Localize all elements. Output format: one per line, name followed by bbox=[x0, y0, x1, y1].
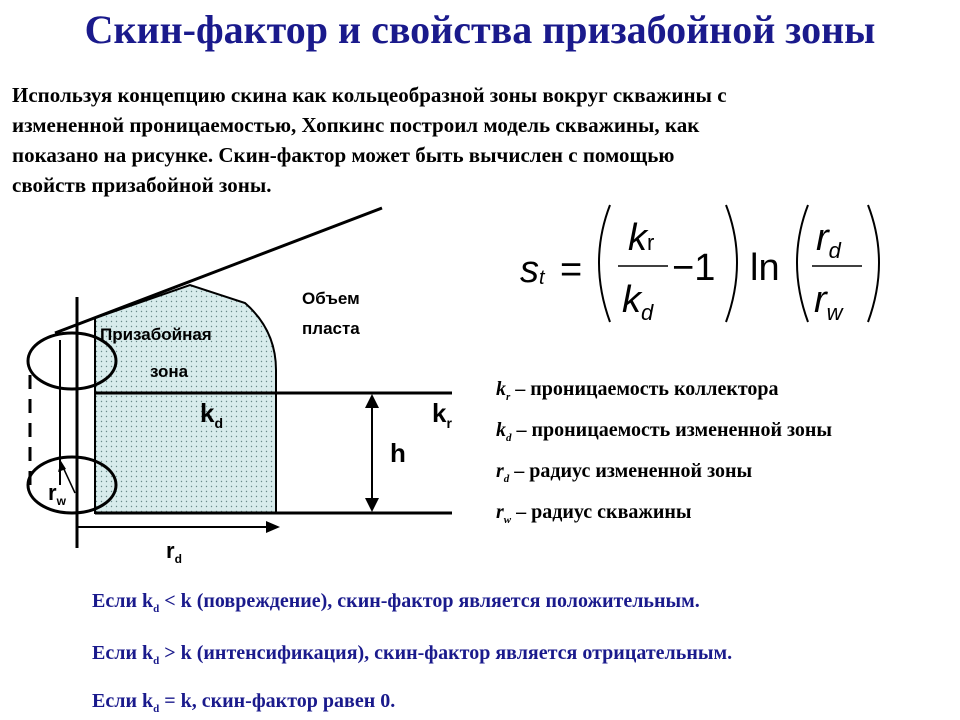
condition-positive: Если $k_d < k$ (повреждение), скин-фактор является положительным. bbox=[92, 590, 700, 615]
legend-row: $k_r$ – проницаемость коллектора bbox=[496, 378, 779, 403]
condition-zero: Если $k_d = k$, скин-фактор равен 0. bbox=[92, 690, 396, 715]
rw-label: $r_w$ bbox=[48, 480, 66, 508]
reservoir-label: Объем bbox=[302, 289, 360, 308]
reservoir-label: пласта bbox=[302, 319, 360, 338]
intro-line: измененной проницаемостью, Хопкинс построил модель скважины, как bbox=[12, 113, 700, 137]
paren-left-1 bbox=[599, 205, 610, 322]
h-arrowhead-bottom bbox=[365, 498, 379, 512]
intro-line: Используя концепцию скина как кольцеобразной зоны вокруг скважины с bbox=[12, 83, 727, 107]
formula-den-rw: $r_w$ bbox=[814, 279, 843, 325]
formula-equals: = bbox=[560, 249, 583, 291]
well-diagram bbox=[0, 195, 500, 575]
intro-line: свойств призабойной зоны. bbox=[12, 173, 272, 197]
formula-num-rd: $r_d$ bbox=[816, 217, 841, 263]
near-wellbore-zone bbox=[95, 285, 276, 513]
symbol-legend bbox=[496, 378, 832, 542]
formula-den-kd: $k_d$ bbox=[622, 279, 654, 325]
page-title: Скин-фактор и свойства призабойной зоны bbox=[84, 7, 876, 52]
rd-arrowhead bbox=[266, 521, 280, 533]
kr-label: $k_r$ bbox=[432, 398, 452, 431]
near-zone-label: Призабойная bbox=[100, 325, 212, 344]
formula-ln: ln bbox=[750, 247, 780, 289]
formula-num-kr: kr bbox=[628, 217, 655, 259]
legend-row: $r_w$ – радиус скважины bbox=[496, 501, 692, 526]
condition-negative: Если $k_d > k$ (интенсификация), скин-фактор является отрицательным. bbox=[92, 642, 733, 667]
kd-label: $k_d$ bbox=[200, 398, 224, 431]
paren-left-2 bbox=[797, 205, 808, 322]
paren-right-2 bbox=[868, 205, 879, 322]
intro-line: показано на рисунке. Скин-фактор может быть вычислен с помощью bbox=[12, 143, 675, 167]
formula-minus-one: −1 bbox=[672, 247, 716, 289]
h-label: h bbox=[390, 438, 406, 468]
formula-s: st bbox=[520, 249, 545, 291]
legend-row: $r_d$ – радиус измененной зоны bbox=[496, 460, 753, 485]
paren-right-1 bbox=[726, 205, 737, 322]
h-arrowhead-top bbox=[365, 394, 379, 408]
skin-formula bbox=[510, 195, 890, 345]
intro-paragraph bbox=[12, 80, 952, 200]
rd-label: $r_d$ bbox=[166, 538, 182, 566]
legend-row: $k_d$ – проницаемость измененной зоны bbox=[496, 419, 833, 444]
near-zone-label: зона bbox=[150, 362, 189, 381]
